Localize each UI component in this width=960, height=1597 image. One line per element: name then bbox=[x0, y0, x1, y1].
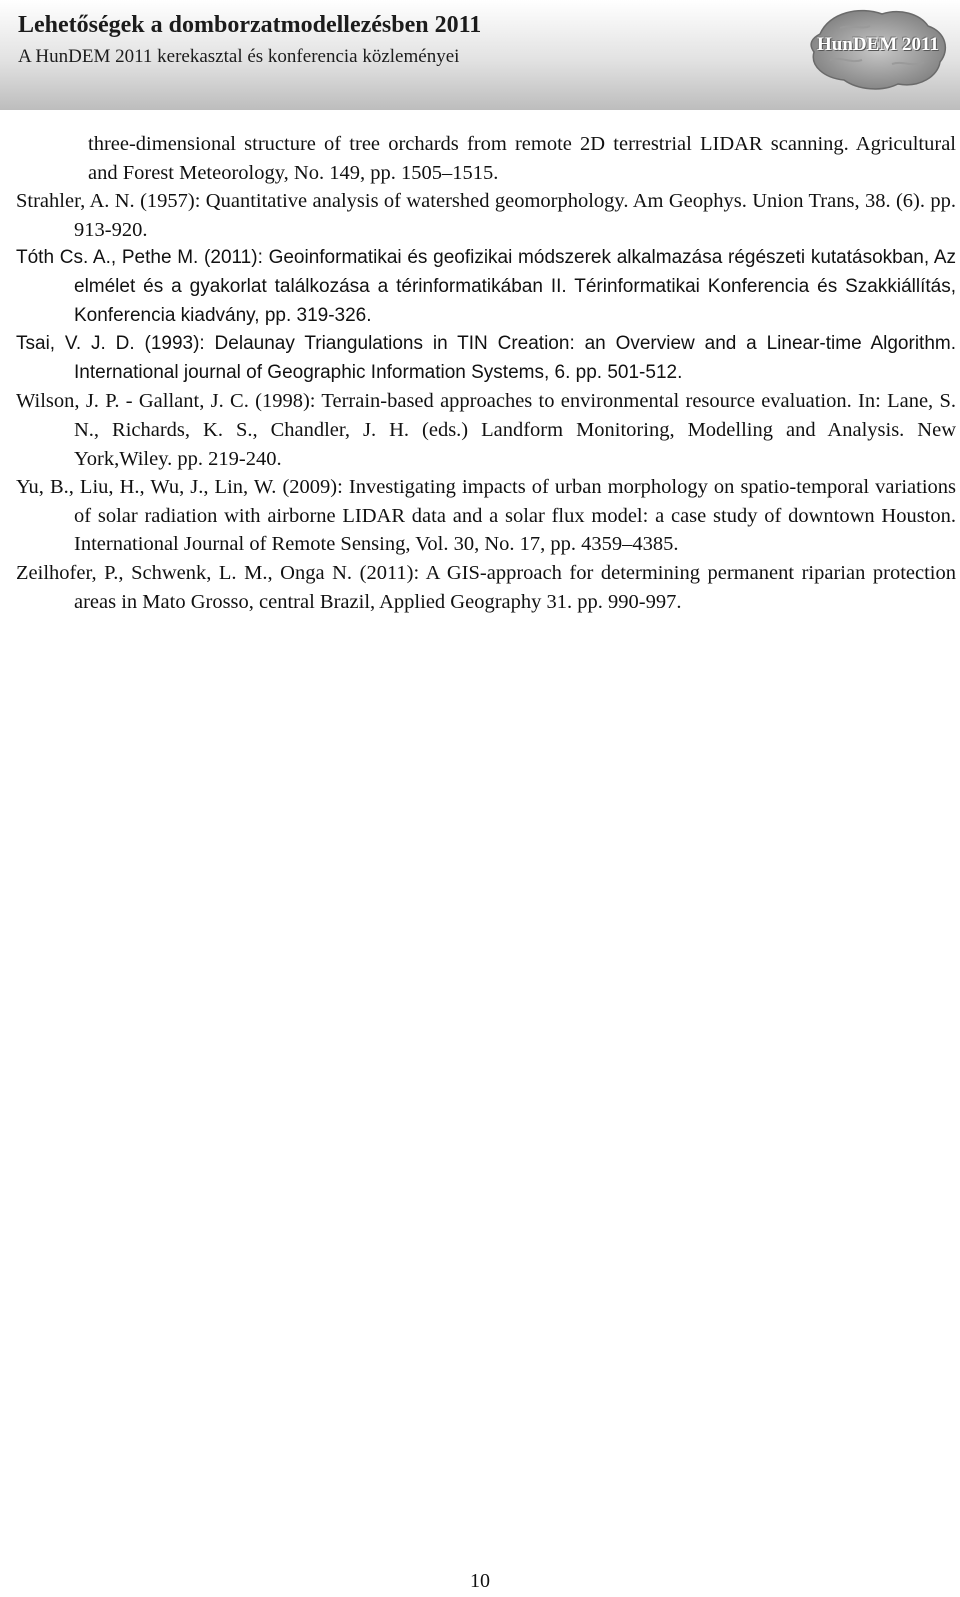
reference-entry: Wilson, J. P. - Gallant, J. C. (1998): Terrain-based approaches to environmental resource evaluation. In: Lane, S. N., Richards, K. S., Chandler, J. H. (eds.) Landform Monitoring, Modelling and Analysis. New York,Wiley. pp. 219-240. bbox=[16, 390, 956, 470]
header-subtitle: A HunDEM 2011 kerekasztal és konferencia közleményei bbox=[18, 46, 460, 67]
page-header bbox=[0, 0, 960, 110]
hundem-logo bbox=[800, 4, 956, 92]
header-title: Lehetőségek a domborzatmodellezésben 2011 bbox=[18, 12, 482, 38]
reference-entry: Yu, B., Liu, H., Wu, J., Lin, W. (2009): Investigating impacts of urban morphology on spatio-temporal variations of solar radiation with airborne LIDAR data and a solar flux model: a case study of downtown Houston. International Journal of Remote Sensing, Vol. 30, No. 17, pp. 4359–4385. bbox=[16, 476, 956, 556]
logo-text: HunDEM 2011 bbox=[817, 34, 939, 55]
reference-entry: Zeilhofer, P., Schwenk, L. M., Onga N. (2011): A GIS-approach for determining permanent riparian protection areas in Mato Grosso, central Brazil, Applied Geography 31. pp. 990-997. bbox=[16, 561, 956, 613]
reference-list bbox=[16, 130, 956, 616]
reference-entry: Tsai, V. J. D. (1993): Delaunay Triangulations in TIN Creation: an Overview and a Linear-time Algorithm. International journal of Geographic Information Systems, 6. pp. 501-512. bbox=[16, 333, 956, 383]
reference-entry: three-dimensional structure of tree orchards from remote 2D terrestrial LIDAR scanning. Agricultural and Forest Meteorology, No. 149, pp. 1505–1515. bbox=[88, 133, 956, 184]
reference-entry: Tóth Cs. A., Pethe M. (2011): Geoinformatikai és geofizikai módszerek alkalmazása régészeti kutatásokban, Az elmélet és a gyakorlat találkozása a térinformatikában II. Térinformatikai Konferencia és Szakkiállítás, Konferencia kiadvány, pp. 319-326. bbox=[16, 247, 956, 326]
page-number: 10 bbox=[470, 1570, 490, 1592]
reference-entry: Strahler, A. N. (1957): Quantitative analysis of watershed geomorphology. Am Geophys. Union Trans, 38. (6). pp. 913-920. bbox=[16, 190, 956, 241]
